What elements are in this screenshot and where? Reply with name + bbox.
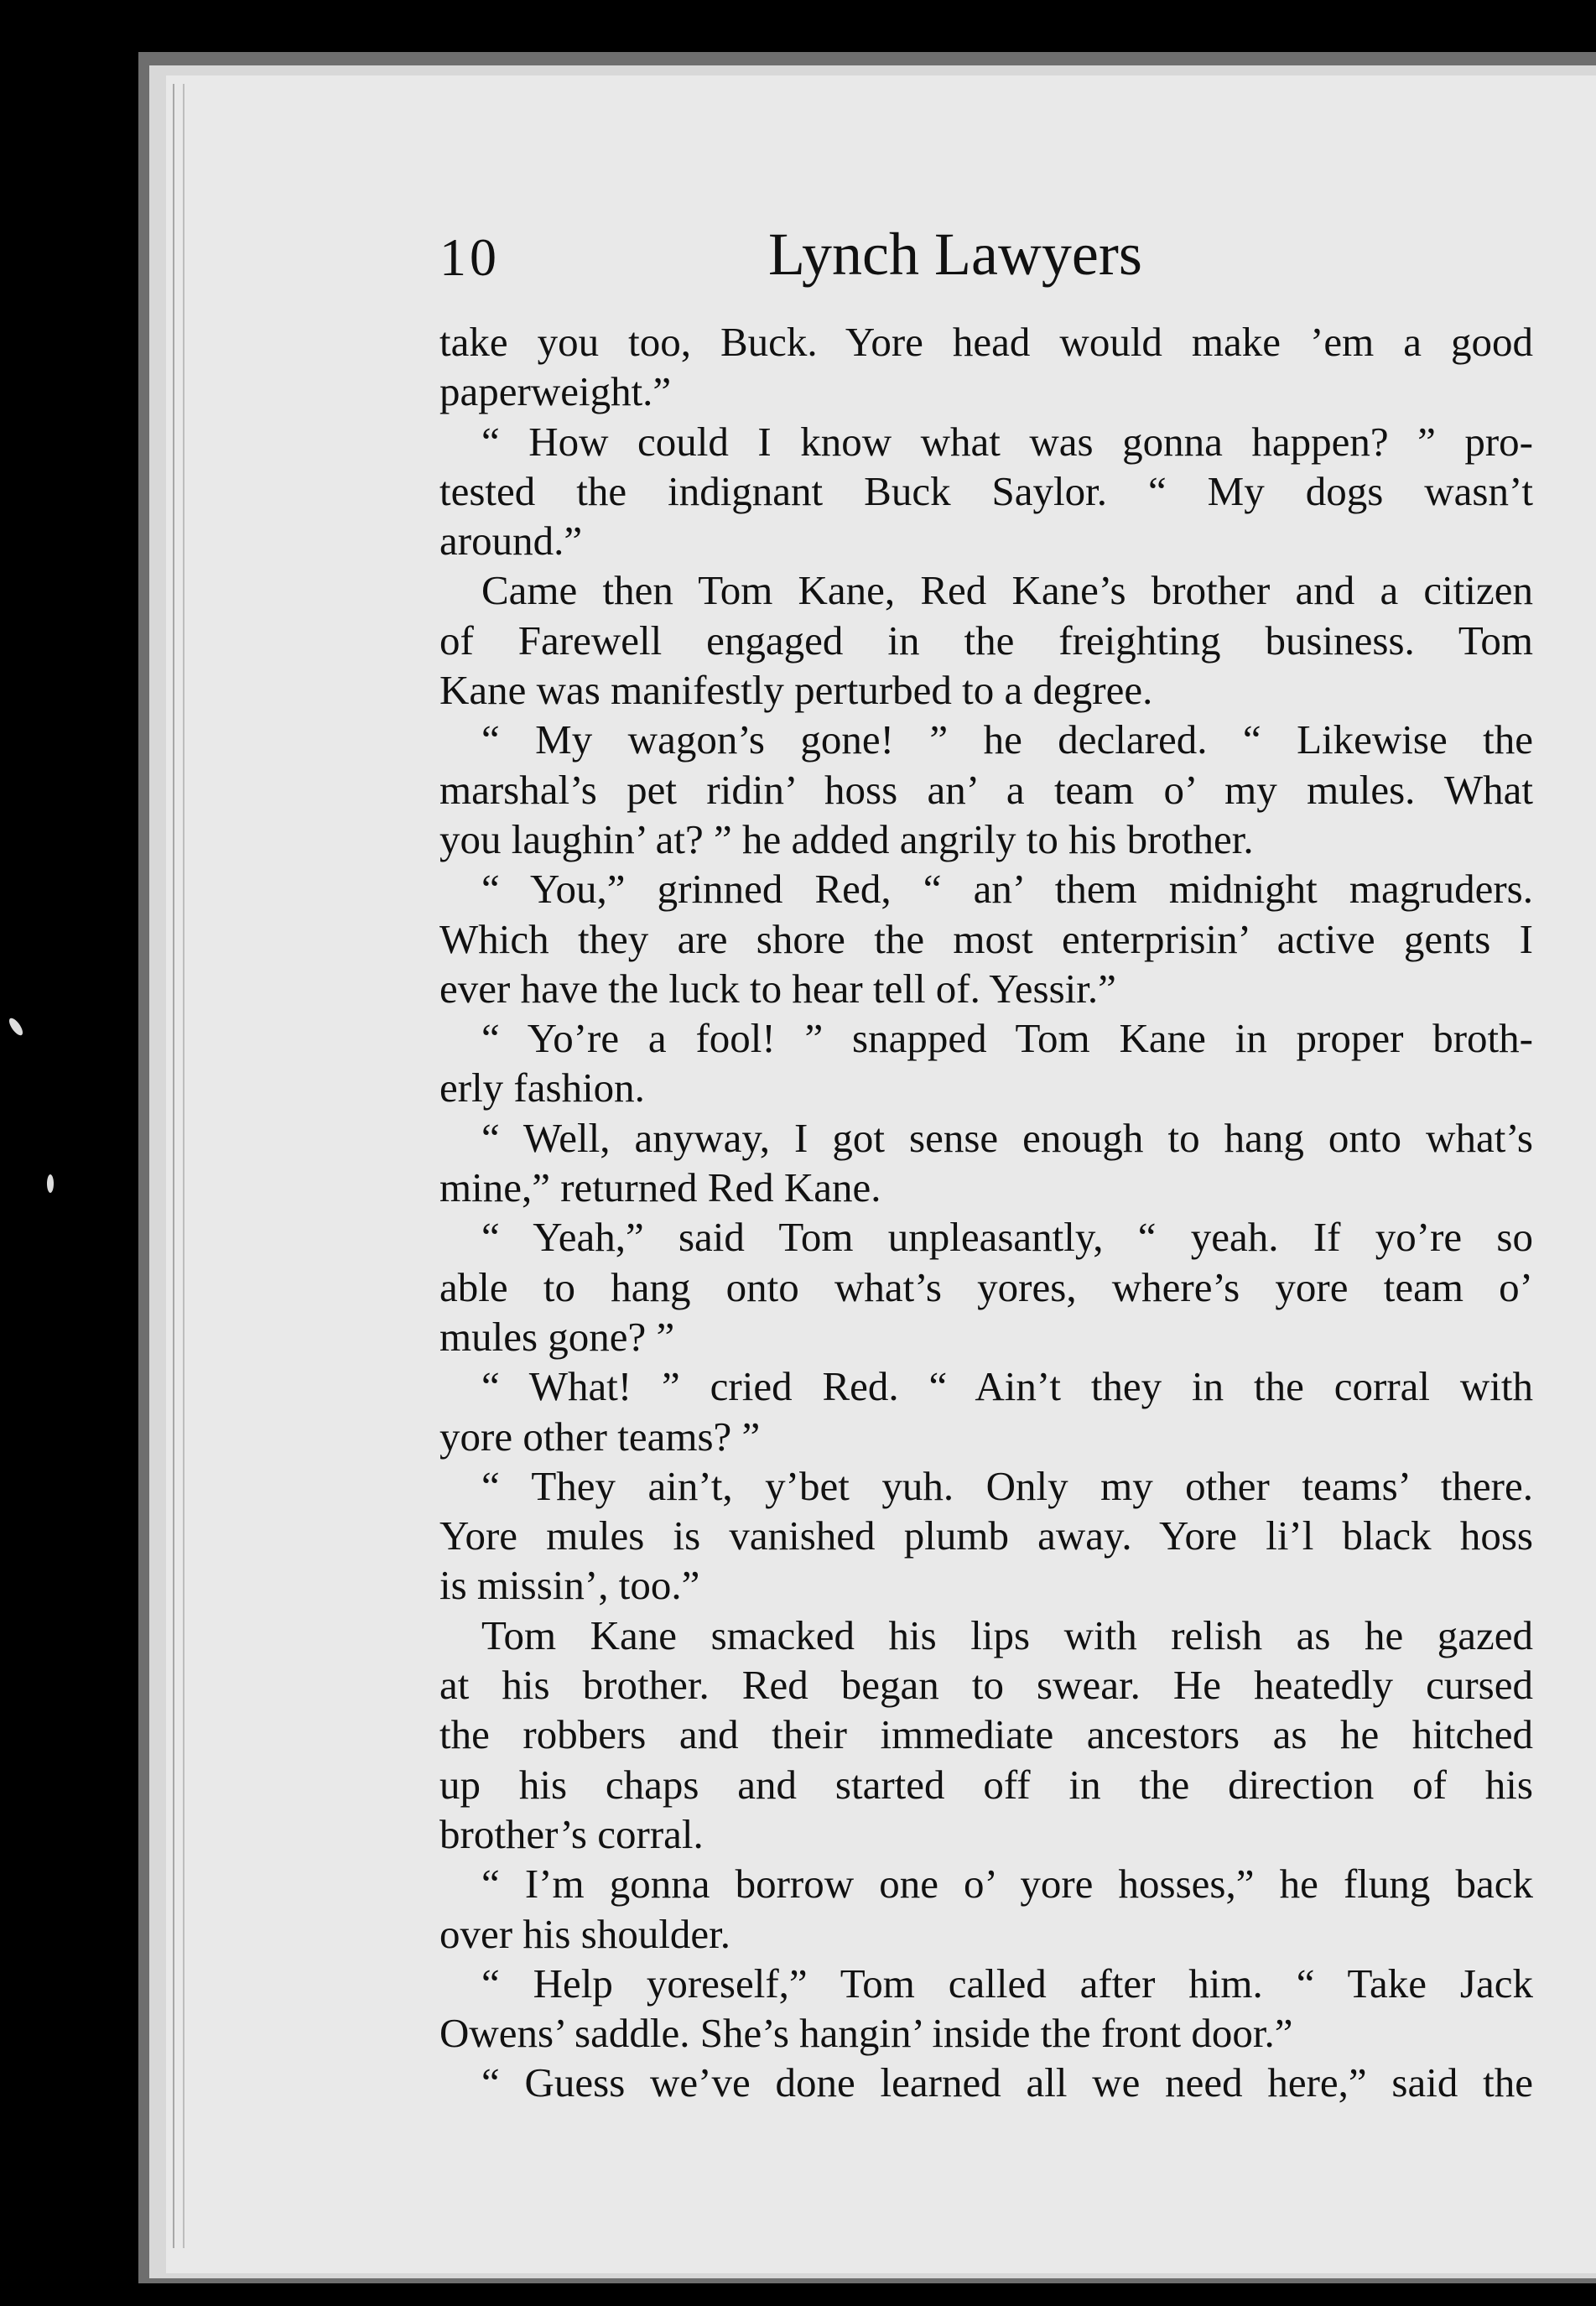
text-line: you laughin’ at? ” he added angrily to his brother. xyxy=(439,815,1254,862)
text-line: mine,” returned Red Kane. xyxy=(439,1164,881,1211)
text-line: take you too, Buck. Yore head would make ’em a good xyxy=(439,319,1533,365)
page-header xyxy=(439,220,1211,300)
text-line: mules gone? ” xyxy=(439,1313,675,1360)
text-line: “ You,” grinned Red, “ an’ them midnight magruders. xyxy=(481,866,1533,913)
text-line: over his shoulder. xyxy=(439,1910,731,1957)
text-line: “ Yeah,” said Tom unpleasantly, “ yeah. If yo’re so xyxy=(481,1214,1533,1261)
text-line: “ They ain’t, y’bet yuh. Only my other teams’ there. xyxy=(481,1462,1533,1509)
text-line: able to hang onto what’s yores, where’s yore team o’ xyxy=(439,1263,1533,1310)
text-line: “ My wagon’s gone! ” he declared. “ Likewise the xyxy=(481,716,1533,763)
text-line: up his chaps and started off in the direction of his xyxy=(439,1761,1533,1808)
text-line: of Farewell engaged in the freighting business. Tom xyxy=(439,617,1533,664)
text-line: marshal’s pet ridin’ hoss an’ a team o’ my mules. What xyxy=(439,766,1533,813)
text-line: “ Yo’re a fool! ” snapped Tom Kane in proper broth- xyxy=(481,1015,1533,1062)
text-line: at his brother. Red began to swear. He heatedly cursed xyxy=(439,1662,1533,1709)
text-line: paperweight.” xyxy=(439,368,672,415)
text-line: Owens’ saddle. She’s hangin’ inside the front door.” xyxy=(439,2010,1293,2057)
text-line: Which they are shore the most enterprisin’ active gents I xyxy=(439,915,1533,962)
gutter-line xyxy=(173,84,174,2248)
text-line: Yore mules is vanished plumb away. Yore li’l black hoss xyxy=(439,1512,1533,1559)
text-line: erly fashion. xyxy=(439,1065,645,1111)
text-line: Kane was manifestly perturbed to a degree. xyxy=(439,667,1153,714)
text-line: the robbers and their immediate ancestors as he hitched xyxy=(439,1711,1533,1758)
text-line: is missin’, too.” xyxy=(439,1562,700,1609)
text-line: Came then Tom Kane, Red Kane’s brother and a citizen xyxy=(481,567,1533,614)
text-line: “ Well, anyway, I got sense enough to hang onto what’s xyxy=(481,1114,1533,1161)
scan-speck xyxy=(47,1174,54,1193)
body-text xyxy=(439,317,1533,2108)
running-title: Lynch Lawyers xyxy=(768,221,1142,288)
text-line: tested the indignant Buck Saylor. “ My dogs wasn’t xyxy=(439,467,1533,514)
text-line: brother’s corral. xyxy=(439,1810,704,1857)
page-number: 10 xyxy=(439,227,500,287)
text-line: “ I’m gonna borrow one o’ yore hosses,” he flung back xyxy=(481,1861,1533,1908)
text-line: “ Guess we’ve done learned all we need here,” said the xyxy=(481,2059,1533,2106)
text-line: ever have the luck to hear tell of. Yessir.” xyxy=(439,965,1116,1012)
text-line: “ Help yoreself,” Tom called after him. “ Take Jack xyxy=(481,1960,1533,2007)
text-line: “ What! ” cried Red. “ Ain’t they in the corral with xyxy=(481,1363,1533,1410)
text-line: Tom Kane smacked his lips with relish as he gazed xyxy=(481,1611,1533,1658)
text-line: around.” xyxy=(439,518,583,565)
text-line: “ How could I know what was gonna happen? ” pro- xyxy=(481,418,1533,465)
scan-speck xyxy=(7,1016,25,1037)
text-line: yore other teams? ” xyxy=(439,1413,761,1460)
gutter-line xyxy=(183,84,185,2248)
